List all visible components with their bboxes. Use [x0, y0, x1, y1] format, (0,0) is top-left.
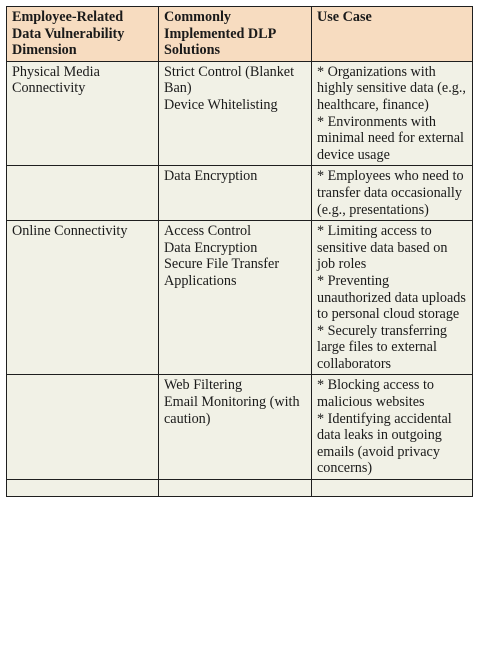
- use-case-item: * Preventing unauthorized data uploads to personal cloud storage: [317, 272, 466, 323]
- table-row: [7, 221, 473, 375]
- table-row: [7, 375, 473, 480]
- use-case-item: * Identifying accidental data leaks in outgoing emails (avoid privacy concerns): [317, 410, 452, 477]
- solution-item: Email Monitoring (with caution): [164, 394, 300, 427]
- solution-item: Web Filtering: [164, 377, 243, 394]
- dimension-cell: Physical Media Connectivity: [7, 61, 159, 166]
- dimension-cell: [7, 375, 159, 480]
- dimension-cell: Online Connectivity: [7, 221, 159, 375]
- use-case-item: * Environments with minimal need for external device usage: [317, 113, 464, 163]
- use-case-item: * Organizations with highly sensitive data (e.g., healthcare, finance): [317, 63, 466, 113]
- header-dimension: Employee-Related Data Vulnerability Dimension: [7, 7, 159, 62]
- solution-item: Strict Control (Blanket Ban): [164, 63, 295, 97]
- use-case-cell: [312, 375, 473, 480]
- use-case-item: * Securely transferring large files to external collaborators: [317, 322, 448, 372]
- dimension-cell: [7, 480, 159, 497]
- dlp-solutions-table: [6, 6, 473, 497]
- solution-item: Access Control: [164, 223, 252, 240]
- solutions-cell: [159, 375, 312, 480]
- use-case-cell: [312, 480, 473, 497]
- solutions-cell: [159, 221, 312, 375]
- use-case-item: * Employees who need to transfer data occasionally (e.g., presentations): [317, 168, 464, 218]
- solution-item: Device Whitelisting: [164, 96, 278, 113]
- use-case-cell: [312, 221, 473, 375]
- table-row: [7, 166, 473, 221]
- header-use-case: Use Case: [312, 7, 473, 62]
- table-header-row: [7, 7, 473, 62]
- solutions-cell: [159, 61, 312, 166]
- use-case-cell: [312, 61, 473, 166]
- header-dlp-solutions: Commonly Implemented DLP Solutions: [159, 7, 312, 62]
- dimension-cell: [7, 166, 159, 221]
- table-row-partial: [7, 480, 473, 497]
- table-row: [7, 61, 473, 166]
- use-case-item: * Blocking access to malicious websites: [317, 377, 435, 411]
- use-case-item: * Limiting access to sensitive data based on job roles: [317, 223, 448, 273]
- solutions-cell: [159, 480, 312, 497]
- use-case-cell: [312, 166, 473, 221]
- solution-item: Secure File Transfer Applications: [164, 256, 280, 289]
- solution-item: Data Encryption: [164, 168, 258, 185]
- solutions-cell: [159, 166, 312, 221]
- solution-item: Data Encryption: [164, 239, 258, 256]
